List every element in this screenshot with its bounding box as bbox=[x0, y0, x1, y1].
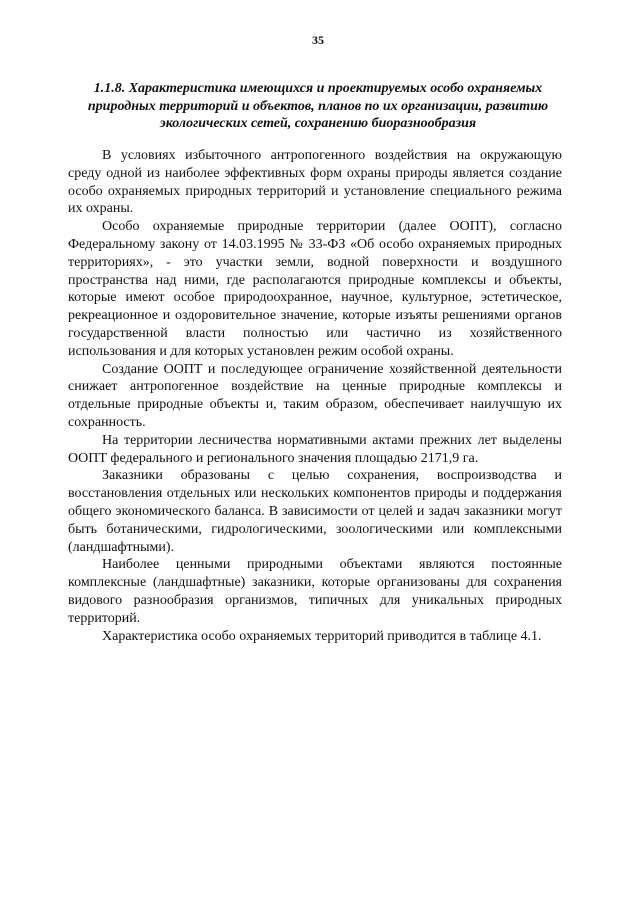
paragraph-6: Наиболее ценными природными объектами являются постоянные комплексные (ландшафтные) заказники, которые организованы для сохранения видового разнообразия организмов, типичных для уникальных природных территорий. bbox=[68, 557, 562, 626]
paragraph-1: В условиях избыточного антропогенного воздействия на окружающую среду одной из наиболее эффективных форм охраны природы является создание особо охраняемых природных территорий и установление специального режима их охраны. bbox=[68, 148, 562, 217]
paragraph-3: Создание ООПТ и последующее ограничение хозяйственной деятельности снижает антропогенное воздействие на ценные природные комплексы и отдельные природные объекты и, таким образом, обеспечивает наилучшую их сохранность. bbox=[68, 361, 562, 430]
page-number: 35 bbox=[312, 33, 324, 47]
paragraph-4: На территории лесничества нормативными актами прежних лет выделены ООПТ федерального и регионального значения площадью 2171,9 га. bbox=[68, 432, 562, 466]
paragraph-7: Характеристика особо охраняемых территорий приводится в таблице 4.1. bbox=[102, 628, 542, 644]
body-text bbox=[68, 147, 562, 645]
paragraph-5: Заказники образованы с целью сохранения, воспроизводства и восстановления отдельных или нескольких компонентов природы и поддержания общего экономического баланса. В зависимости от целей и задач заказники могут быть ботаническими, гидрологическими, зоологическими или комплексными (ландшафтными). bbox=[68, 468, 562, 555]
paragraph-2: Особо охраняемые природные территории (далее ООПТ), согласно Федеральному закону от 14.03.1995 № 33-ФЗ «Об особо охраняемых природных территориях», - это участки земли, водной поверхности и воздушного пространства над ними, где располагаются природные комплексы и объекты, которые имеют особое природоохранное, научное, культурное, эстетическое, рекреационное и оздоровительное значение, которые изъяты решениями органов государственной власти полностью или частично из хозяйственного использования и для которых установлен режим особой охраны. bbox=[68, 219, 562, 359]
section-heading: 1.1.8. Характеристика имеющихся и проектируемых особо охраняемых природных территорий и объектов, планов по их организации, развитию экологических сетей, сохранению биоразнообразия bbox=[87, 81, 549, 131]
